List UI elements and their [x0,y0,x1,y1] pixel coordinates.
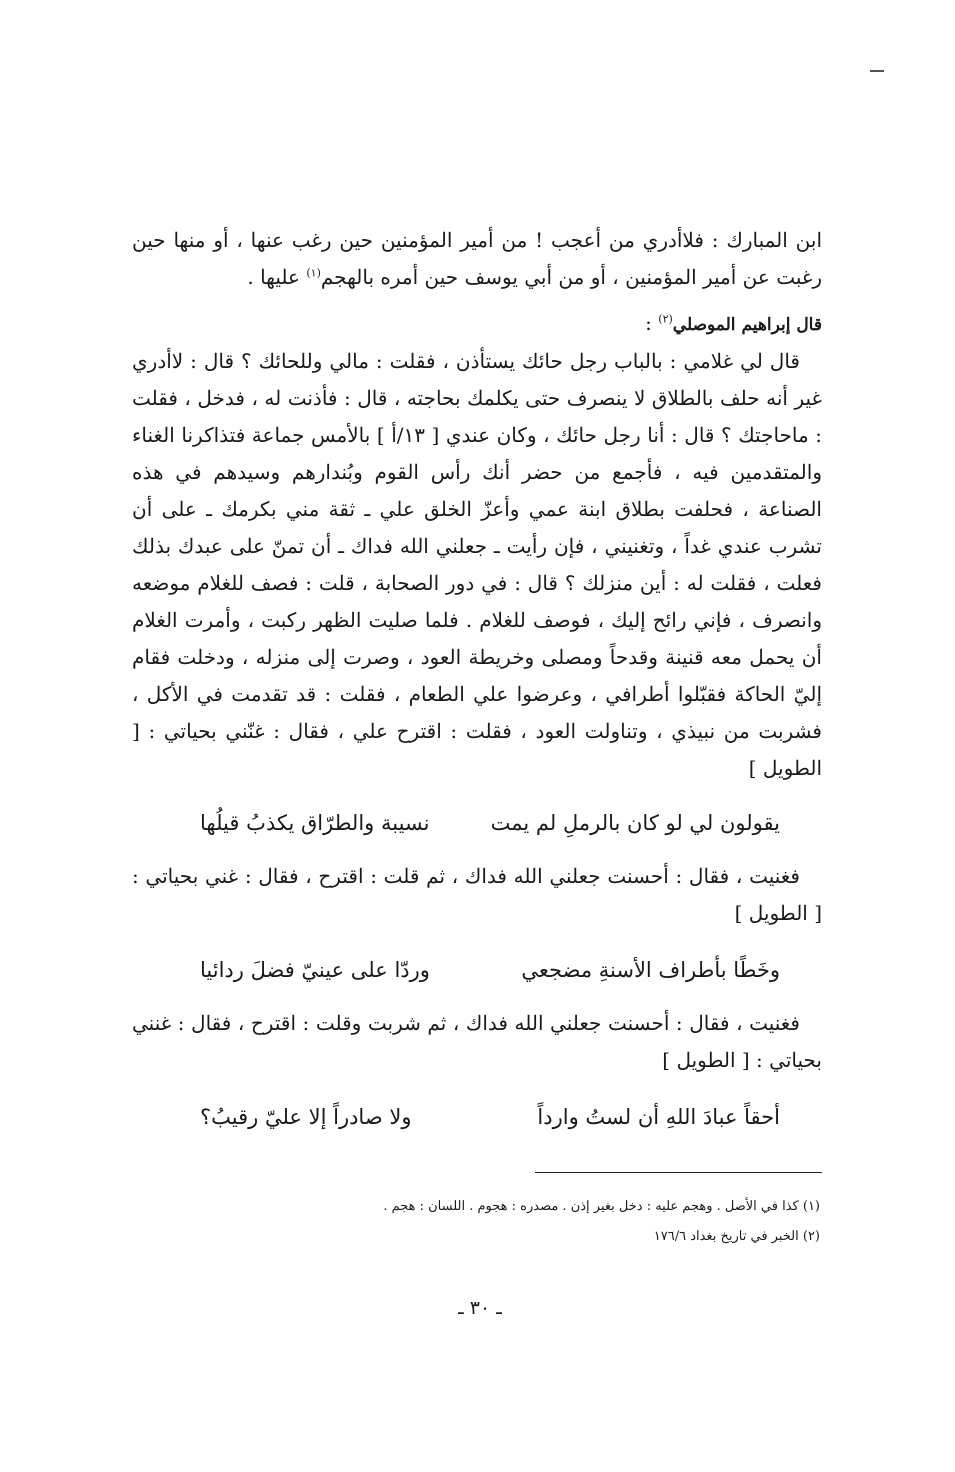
verse-3-first-hemistich: أحقاً عبادَ اللهِ أن لستُ وارداً [537,1105,780,1129]
verse-1-second-hemistich: نسيبة والطرّاق يكذبُ قيلُها [200,811,430,835]
footnote-ref-1: (١) [306,266,321,280]
page-number: ـ ٣٠ ـ [458,1297,502,1319]
story-text: قال لي غلامي : بالباب رجل حائك يستأذن ، فقلت : مالي وللحائك ؟ قال : لاأدري غير أنه حلف بالطلاق لا ينصرف حتى يكلمك بحاجته ، قال : فأذنت له ، فدخل ، فقلت : ماحاجتك ؟ قال : أنا رجل حائك ، وكان عندي [ ١٣/أ ] بالأمس جماعة فتذاكرنا الغناء والمتقدمين فيه ، فأجمع من حضر أنك رأس القوم وبُندارهم وسيدهم في هذه الصناعة ، فحلفت بطلاق ابنة عمي وأعزّ الخلق علي ـ ثقة مني بكرمك ـ على أن تشرب عندي غداً ، وتغنيني ، فإن رأيت ـ جعلني الله فداك ـ أن تمنّ على عبدك بذلك فعلت ، فقلت له : أين منزلك ؟ قال : في دور الصحابة ، قلت : فصف للغلام موضعه وانصرف ، فإني رائح إليك ، فوصف للغلام . فلما صليت الظهر ركبت ، وأمرت الغلام أن يحمل معه قنينة وقدحاً ومصلى وخريطة العود ، وصرت إلى منزله ، ودخلت فقام إليّ الحاكة فقبّلوا أطرافي ، وعرضوا علي الطعام ، فقلت : قد تقدمت في الأكل ، فشربت من نبيذي ، وتناولت العود ، فقلت : اقترح علي ، فقال : غنّني بحياتي : [ الطويل ] [132,349,823,780]
paragraph-2-text: فغنيت ، فقال : أحسنت جعلني الله فداك ، ثم قلت : اقترح ، فقال : غني بحياتي : [ الطويل ] [132,864,822,925]
heading-text: قال إبراهيم الموصلي [672,315,822,335]
paragraph-3-text: فغنيت ، فقال : أحسنت جعلني الله فداك ، ثم شربت وقلت : اقترح ، فقال : غنني بحياتي : [ الطويل ] [132,1011,822,1072]
verse-3-second-hemistich: ولا صادراً إلا عليّ رقيبُ؟ [200,1105,412,1129]
section-heading [132,305,822,344]
story-paragraph [132,343,822,787]
footnote-ref-2: (٢) [658,312,673,326]
footnote-separator [535,1172,822,1173]
intro-text: ابن المبارك : فلاأدري من أعجب ! من أمير المؤمنين حين رغب عنها ، أو منها حين رغبت عن أمير المؤمنين ، أو من أبي يوسف حين أمره بالهجم [132,228,822,289]
intro-paragraph [132,222,822,296]
paragraph-2 [132,858,822,932]
footnote-1: (١) كذا في الأصل . وهجم عليه : دخل بغير إذن . مصدره : هجوم . اللسان : هجم . [383,1199,820,1214]
verse-2-second-hemistich: وردّا على عينيّ فضلَ ردائيا [200,958,430,982]
scan-mark [870,70,884,72]
footnote-2: (٢) الخبر في تاريخ بغداد ١٧٦/٦ [653,1229,820,1244]
paragraph-3 [132,1005,822,1079]
intro-tail: عليها . [247,265,307,289]
verse-2-first-hemistich: وخَطًا بأطراف الأسنةِ مضجعي [521,958,780,982]
verse-1-first-hemistich: يقولون لي لو كان بالرملِ لم يمت [490,811,780,835]
heading-tail: : [645,311,659,335]
footnotes [280,1192,820,1252]
